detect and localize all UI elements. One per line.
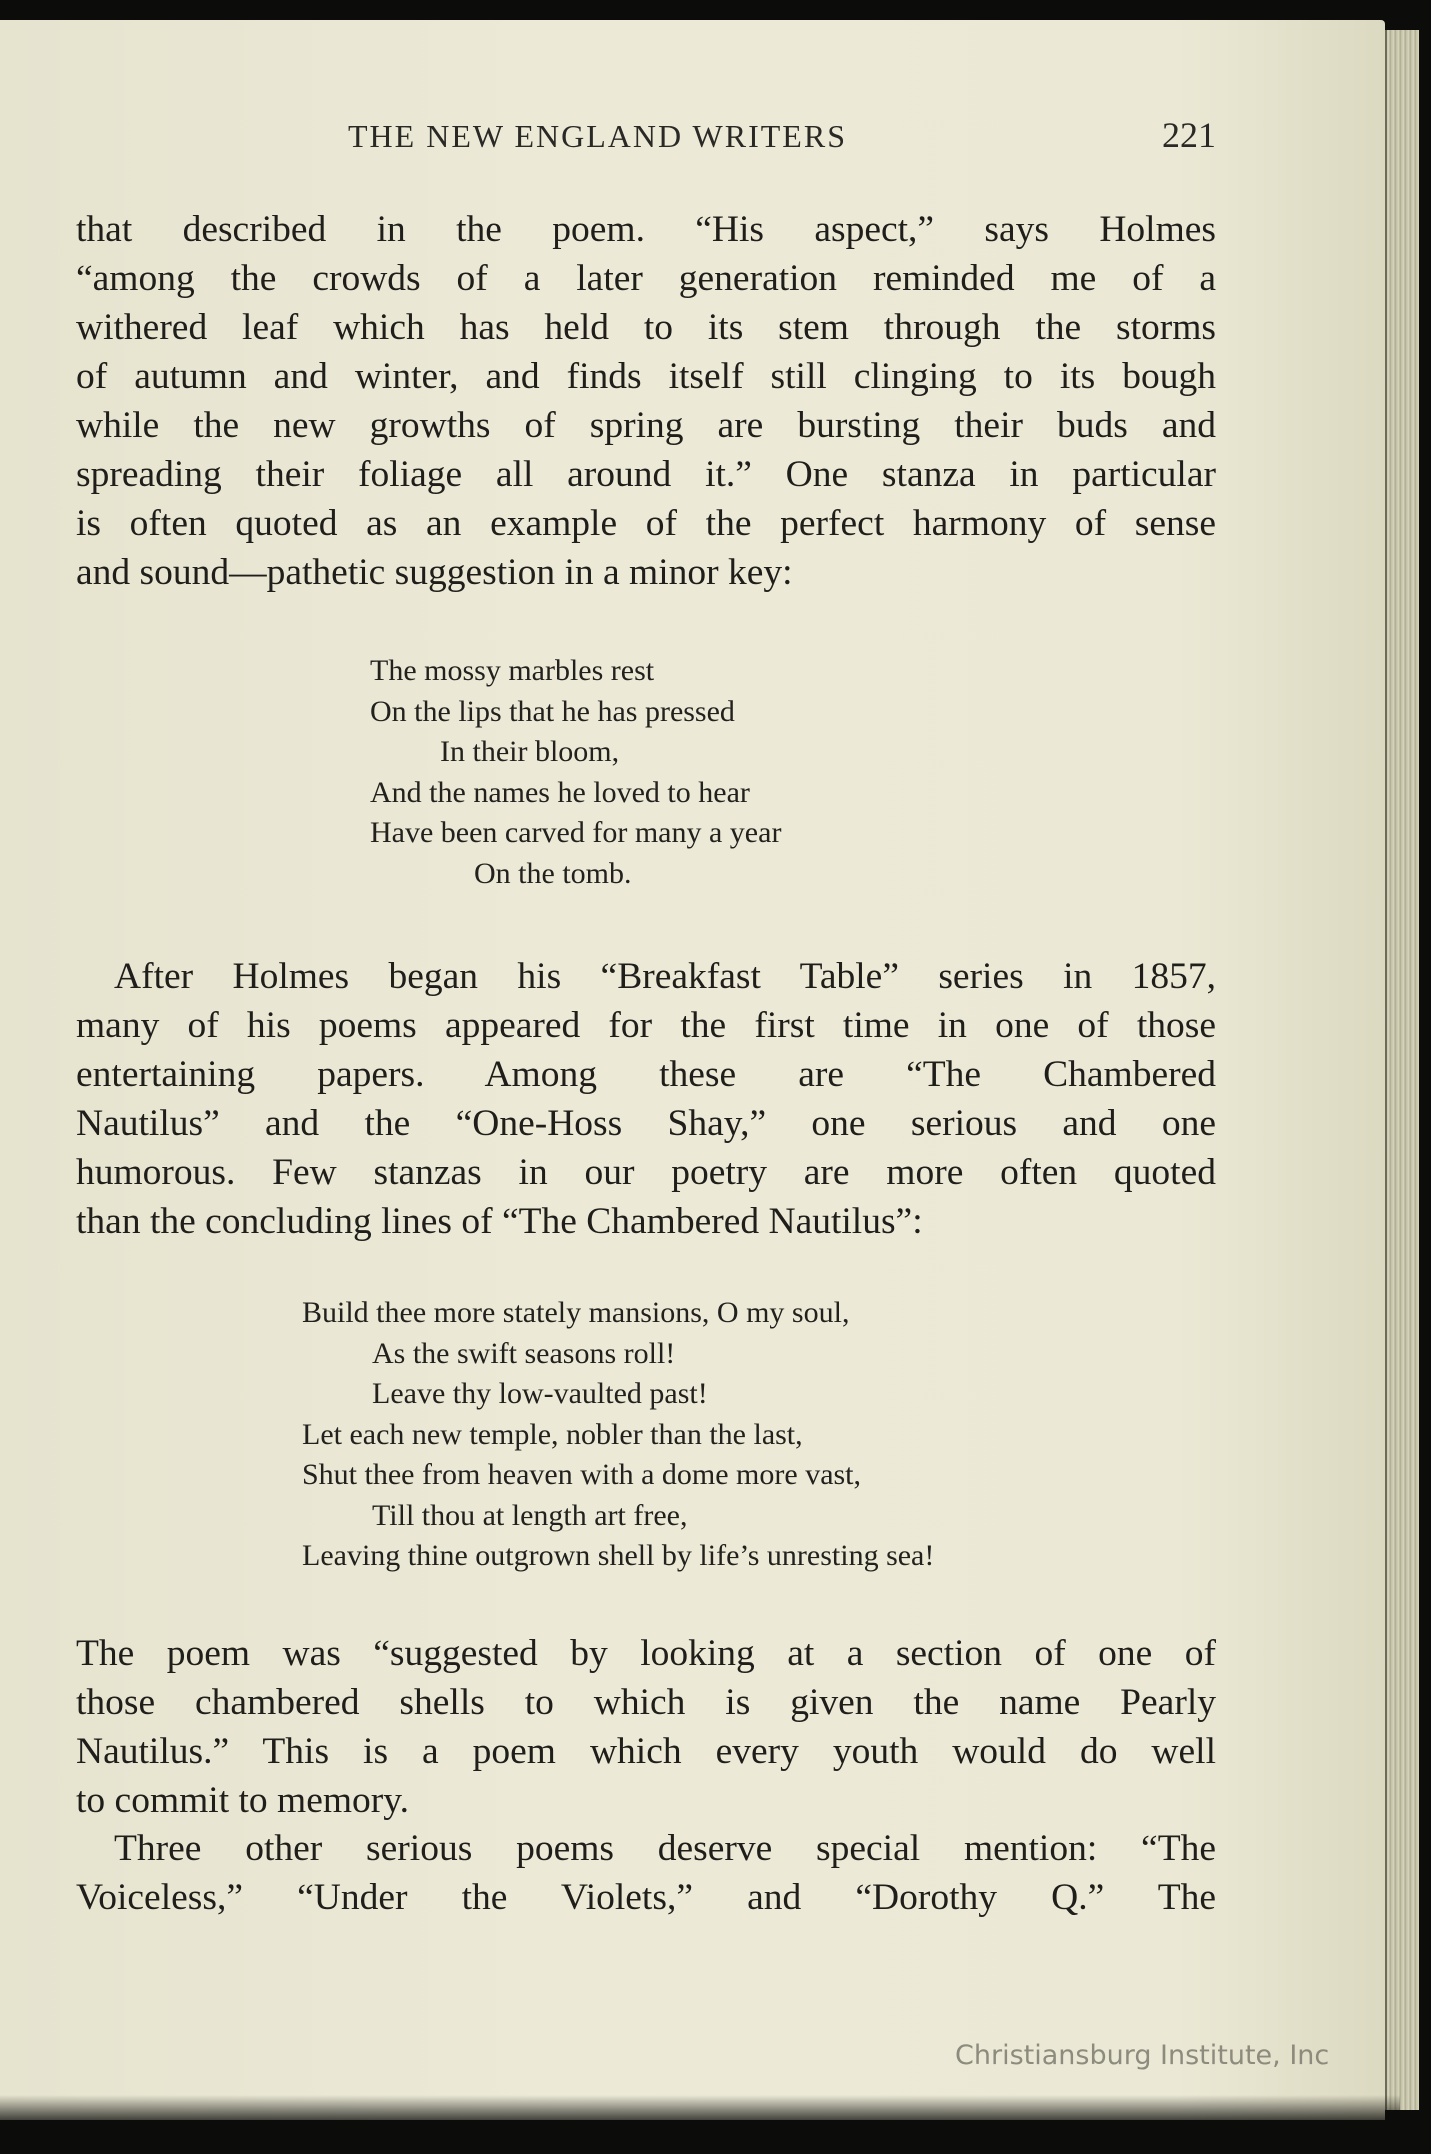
verse-line: In their bloom, [440,735,620,768]
text-line: to commit to memory. [76,1780,409,1821]
text-line: that described in the poem. “His aspect,” says Holmes [76,209,1216,250]
text-line: withered leaf which has held to its stem through the storms [76,307,1216,348]
text-line: The poem was “suggested by looking at a section of one of [76,1633,1216,1674]
text-line: Nautilus” and the “One-Hoss Shay,” one serious and one [76,1103,1216,1144]
paragraph-4 [76,1824,1216,1922]
text-line: After Holmes began his “Breakfast Table” series in 1857, [114,956,1216,997]
text-line: those chambered shells to which is given the name Pearly [76,1682,1216,1723]
verse-line: Let each new temple, nobler than the last, [302,1417,803,1451]
verse-line: Build thee more stately mansions, O my soul, [302,1296,850,1329]
text-line: entertaining papers. Among these are “The Chambered [76,1054,1216,1095]
verse-line: Leaving thine outgrown shell by life’s unresting sea! [302,1539,935,1572]
page-bottom-shadow [0,2095,1400,2125]
text-line: Nautilus.” This is a poem which every youth would do well [76,1731,1216,1772]
verse-line: Shut thee from heaven with a dome more vast, [302,1458,862,1491]
text-line: than the concluding lines of “The Chambered Nautilus”: [76,1201,923,1242]
text-line: is often quoted as an example of the perfect harmony of sense [76,503,1216,544]
verse-line: Have been carved for many a year [370,816,782,849]
paragraph-3 [76,1629,1216,1825]
paragraph-2 [76,952,1216,1246]
text-line: many of his poems appeared for the first time in one of those [76,1005,1216,1046]
verse-line: And the names he loved to hear [370,775,750,809]
page-number: 221 [1162,115,1216,155]
watermark: Christiansburg Institute, Inc [955,2040,1330,2071]
text-line: and sound—pathetic suggestion in a minor key: [76,552,793,593]
verse-line: Till thou at length art free, [372,1498,688,1532]
verse-line: The mossy marbles rest [370,654,655,687]
text-line: Three other serious poems deserve special mention: “The [114,1828,1216,1869]
verse-line: On the tomb. [474,856,632,890]
verse-line: On the lips that he has pressed [370,694,735,728]
paragraph-1 [76,205,1216,597]
text-line: of autumn and winter, and finds itself still clinging to its bough [76,356,1216,397]
verse-line: Leave thy low-vaulted past! [372,1377,708,1410]
text-line: humorous. Few stanzas in our poetry are more often quoted [76,1152,1216,1193]
verse-line: As the swift seasons roll! [372,1336,676,1370]
text-line: while the new growths of spring are bursting their buds and [76,405,1216,446]
verse-quote-2 [302,1293,934,1577]
book-fore-edge [1385,30,1419,2110]
text-line: spreading their foliage all around it.” One stanza in particular [76,454,1216,495]
running-title: THE NEW ENGLAND WRITERS [348,118,847,154]
running-head [76,115,1216,158]
text-line: Voiceless,” “Under the Violets,” and “Dorothy Q.” The [76,1877,1216,1918]
text-line: “among the crowds of a later generation reminded me of a [76,258,1216,299]
verse-quote-1 [370,651,781,894]
